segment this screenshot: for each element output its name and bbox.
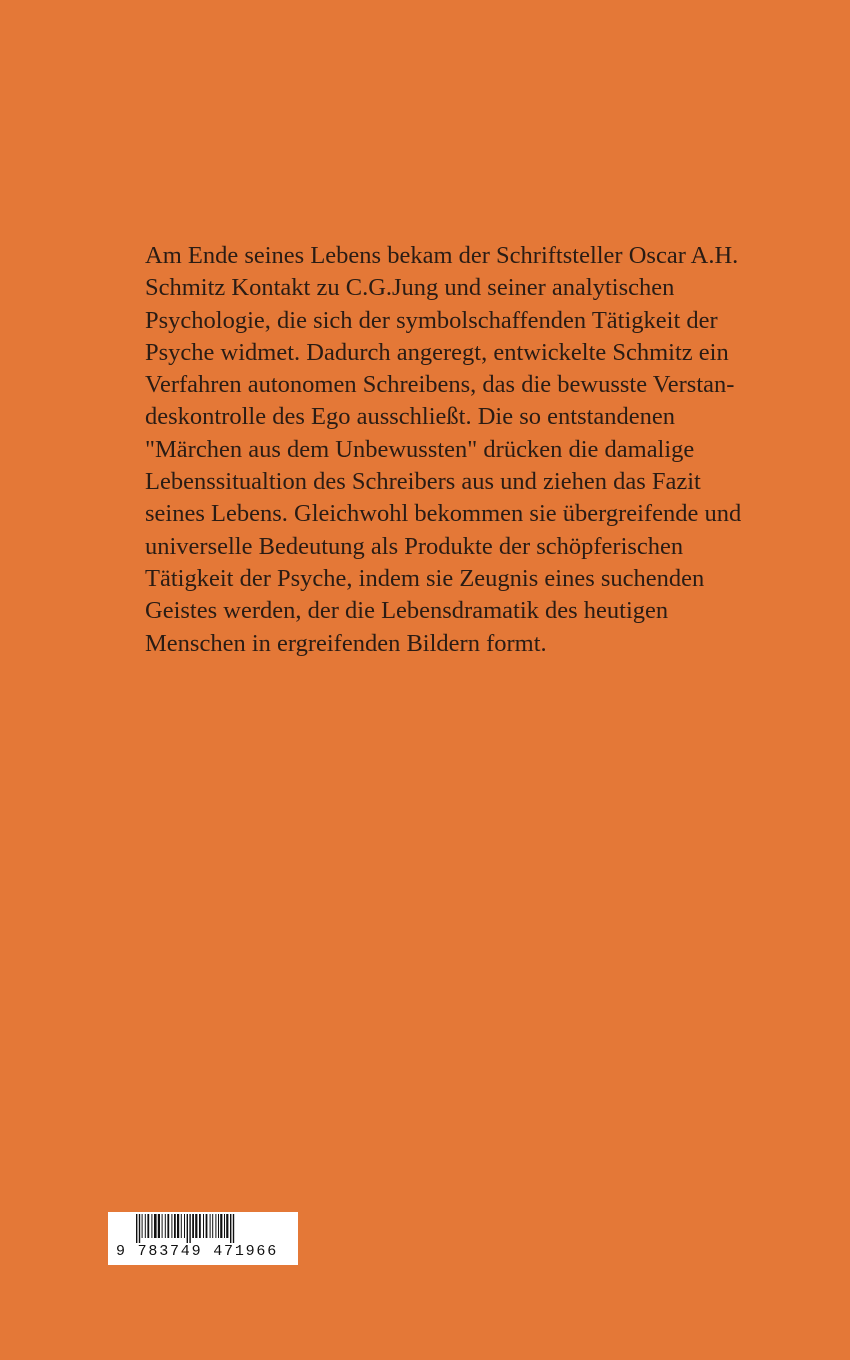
barcode-bars (108, 1212, 298, 1244)
barcode-bar (151, 1214, 152, 1238)
barcode-bar (174, 1214, 176, 1238)
barcode-bar (181, 1214, 182, 1238)
barcode-bar (195, 1214, 197, 1238)
blurb-line: Psychologie, die sich der symbolschaffenden Tätigkeit der (145, 306, 718, 334)
blurb-line: seines Lebens. Gleichwohl bekommen sie übergreifende und (145, 500, 742, 528)
barcode-bar (136, 1214, 137, 1243)
blurb-line: Am Ende seines Lebens bekam der Schriftsteller Oscar A.H. (145, 242, 739, 269)
barcode-bar (167, 1214, 169, 1238)
barcode-bar (187, 1214, 188, 1243)
blurb-line: Tätigkeit der Psyche, indem sie Zeugnis eines suchenden (145, 564, 705, 592)
blurb-line: "Märchen aus dem Unbewussten" drücken die damalige (145, 435, 695, 463)
isbn-number: 9 783749 471966 (116, 1243, 279, 1260)
barcode-bar (177, 1214, 179, 1238)
blurb-line: Geistes werden, der die Lebensdramatik des heutigen (145, 597, 669, 625)
barcode-bar (142, 1214, 143, 1238)
blurb-line: Schmitz Kontakt zu C.G.Jung und seiner analytischen (145, 274, 675, 302)
blurb-line: Lebenssitualtion des Schreibers aus und ziehen das Fazit (145, 468, 701, 496)
blurb-line: Verfahren autonomen Schreibens, das die bewusste Verstan- (145, 371, 735, 399)
blurb-text (145, 240, 765, 660)
isbn-barcode (108, 1212, 298, 1265)
barcode-bar (218, 1214, 219, 1238)
barcode-bar (184, 1214, 185, 1238)
barcode-bar (189, 1214, 190, 1243)
blurb-line: Menschen in ergreifenden Bildern formt. (145, 629, 547, 657)
barcode-bar (220, 1214, 222, 1238)
barcode-bar (206, 1214, 208, 1238)
barcode-bar (230, 1214, 231, 1243)
barcode-bar (224, 1214, 225, 1238)
barcode-bar (154, 1214, 157, 1238)
barcode-bar (139, 1214, 140, 1243)
barcode-bar (212, 1214, 213, 1238)
barcode-bar (203, 1214, 204, 1238)
barcode-bar (199, 1214, 201, 1238)
blurb-line: universelle Bedeutung als Produkte der schöpferischen (145, 532, 684, 560)
blurb-line: deskontrolle des Ego ausschließt. Die so entstandenen (145, 403, 676, 431)
barcode-bar (145, 1214, 146, 1238)
barcode-bar (162, 1214, 163, 1238)
barcode-bar (158, 1214, 160, 1238)
barcode-bar (171, 1214, 172, 1238)
barcode-bar (226, 1214, 228, 1238)
barcode-bar (233, 1214, 234, 1243)
barcode-bar (215, 1214, 216, 1238)
barcode-bar (210, 1214, 211, 1238)
barcode-bar (192, 1214, 194, 1238)
blurb-line: Psyche widmet. Dadurch angeregt, entwickelte Schmitz ein (145, 338, 729, 366)
barcode-bar (147, 1214, 149, 1238)
barcode-bar (165, 1214, 166, 1238)
